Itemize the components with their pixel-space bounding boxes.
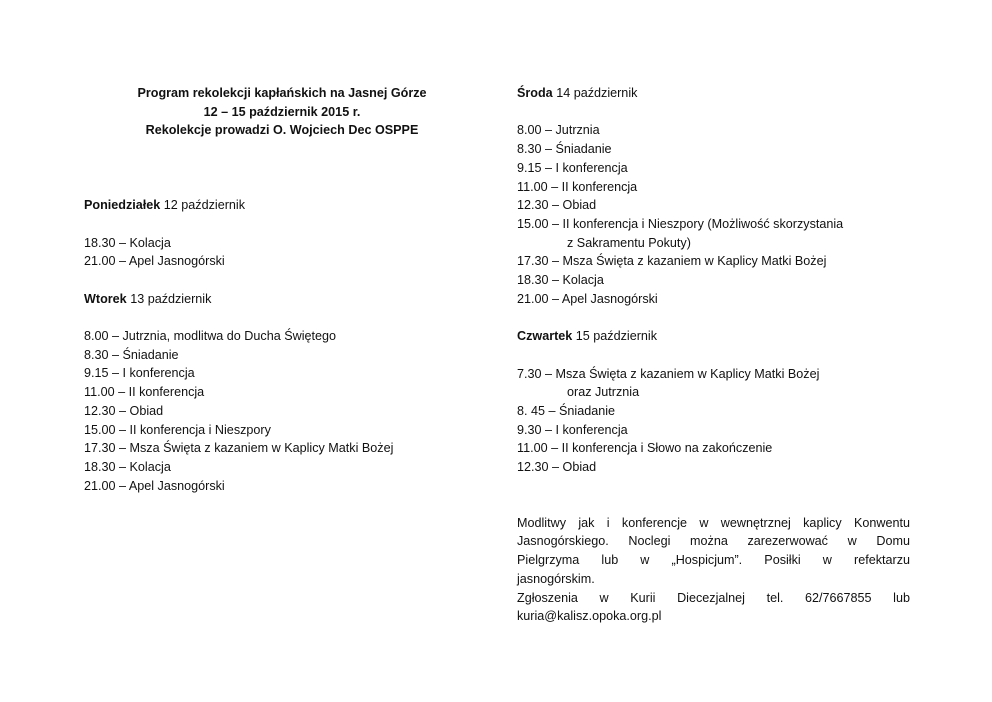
list-item: 18.30 – Kolacja	[517, 273, 604, 288]
day-name: Poniedziałek	[84, 198, 161, 213]
list-item: 18.30 – Kolacja	[84, 459, 171, 474]
title-line-3: Rekolekcje prowadzi O. Wojciech Dec OSPPE	[145, 123, 419, 138]
day-heading-tuesday	[84, 290, 480, 309]
note-line: Zgłoszenia w Kurii Diecezjalnej tel. 62/7667855 lub	[517, 590, 910, 605]
day-heading-wednesday	[517, 84, 910, 103]
list-item: 9.15 – I konferencja	[84, 366, 195, 381]
day-heading-monday	[84, 196, 480, 215]
list-item: 15.00 – II konferencja i Nieszpory	[84, 422, 271, 437]
list-item: 12.30 – Obiad	[517, 198, 597, 213]
note-line: Modlitwy jak i konferencje w wewnętrznej kaplicy Konwentu	[517, 515, 910, 530]
day-date: 15 październik	[575, 329, 658, 344]
note-line: Pielgrzyma lub w „Hospicjum”. Posiłki w refektarzu	[517, 553, 910, 568]
list-item: 21.00 – Apel Jasnogórski	[84, 254, 225, 269]
list-item: 9.15 – I konferencja	[517, 160, 628, 175]
list-item: 12.30 – Obiad	[84, 403, 164, 418]
list-item: 8.00 – Jutrznia	[517, 123, 600, 138]
list-item: 8. 45 – Śniadanie	[517, 403, 616, 418]
day-date: 13 październik	[130, 291, 212, 306]
day-date: 12 październik	[163, 198, 246, 213]
day-date: 14 październik	[556, 86, 638, 100]
list-item: 9.30 – I konferencja	[517, 422, 628, 437]
list-item: 8.30 – Śniadanie	[517, 142, 612, 157]
list-item: 8.30 – Śniadanie	[84, 347, 179, 362]
schedule-monday	[84, 234, 480, 271]
list-item: 17.30 – Msza Święta z kazaniem w Kaplicy Matki Bożej	[84, 441, 394, 456]
program-title	[84, 84, 480, 140]
list-item: 21.00 – Apel Jasnogórski	[84, 478, 225, 493]
day-name: Czwartek	[517, 329, 573, 344]
note-line: jasnogórskim.	[517, 571, 595, 586]
list-item: 21.00 – Apel Jasnogórski	[517, 291, 658, 306]
list-item: 17.30 – Msza Święta z kazaniem w Kaplicy Matki Bożej	[517, 254, 827, 269]
schedule-thursday	[517, 365, 910, 477]
list-item: 8.00 – Jutrznia, modlitwa do Ducha Świętego	[84, 328, 337, 343]
contact-email: kuria@kalisz.opoka.org.pl	[517, 609, 662, 624]
day-name: Wtorek	[84, 291, 127, 306]
schedule-tuesday	[84, 327, 480, 495]
right-column	[517, 84, 910, 626]
list-item: 15.00 – II konferencja i Nieszpory (Możliwość skorzystania	[517, 216, 844, 231]
list-item-continuation: oraz Jutrznia	[567, 385, 640, 400]
note-line: Jasnogórskiego. Noclegi można zarezerwować w Domu	[517, 534, 910, 549]
list-item: 12.30 – Obiad	[517, 460, 597, 475]
day-name: Środa	[517, 86, 553, 100]
list-item: 18.30 – Kolacja	[84, 235, 171, 250]
info-note	[517, 514, 910, 626]
list-item: 11.00 – II konferencja	[517, 179, 638, 194]
list-item: 7.30 – Msza Święta z kazaniem w Kaplicy Matki Bożej	[517, 366, 820, 381]
list-item: 11.00 – II konferencja i Słowo na zakończenie	[517, 441, 773, 456]
title-line-2: 12 – 15 październik 2015 r.	[203, 104, 361, 119]
left-column	[84, 84, 480, 495]
title-line-1: Program rekolekcji kapłańskich na Jasnej Górze	[137, 86, 427, 100]
list-item-continuation: z Sakramentu Pokuty)	[567, 235, 691, 250]
list-item: 11.00 – II konferencja	[84, 385, 205, 400]
day-heading-thursday	[517, 327, 910, 346]
schedule-wednesday	[517, 121, 910, 308]
